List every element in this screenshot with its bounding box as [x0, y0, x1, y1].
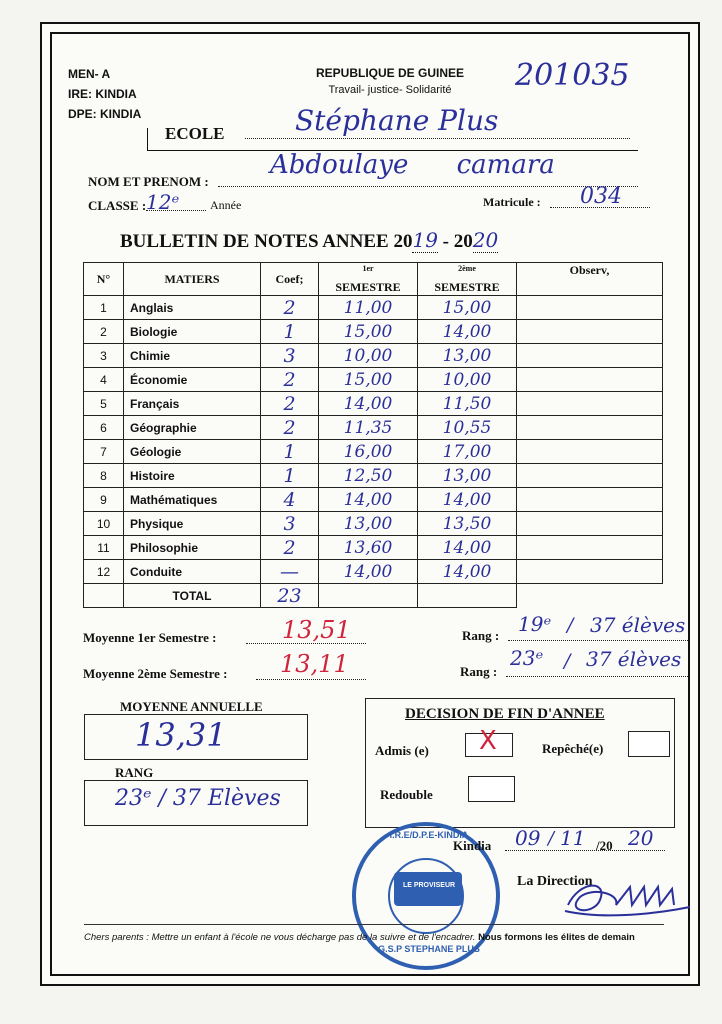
annee-label: Année — [210, 198, 242, 212]
s2-cell: 15,00 — [418, 296, 517, 320]
stamp-top-text: I.R.E/D.P.E-KINDIA — [389, 830, 469, 840]
date-year: 20 — [628, 826, 654, 850]
classe-value: 12ᵉ — [146, 190, 180, 214]
total-num-cell — [84, 584, 124, 608]
admis-label: Admis (e) — [375, 743, 429, 758]
s1-cell: 13,00 — [319, 512, 418, 536]
s1-cell: 11,00 — [319, 296, 418, 320]
col-s1-label: SEMESTRE — [335, 279, 401, 294]
total-s2-cell — [418, 584, 517, 608]
col-s1-sup: 1er — [362, 263, 374, 273]
coef-cell: 2 — [261, 296, 319, 320]
num-cell: 5 — [84, 392, 124, 416]
subject-cell: Géologie — [124, 440, 261, 464]
coef-cell: 1 — [261, 320, 319, 344]
subject-cell: Français — [124, 392, 261, 416]
subject-cell: Anglais — [124, 296, 261, 320]
obs-cell — [517, 296, 663, 320]
rang1-dotted-line — [508, 640, 688, 641]
s1-cell: 15,00 — [319, 368, 418, 392]
table-row — [84, 320, 663, 344]
ecole-label: ECOLE — [165, 124, 225, 143]
num-cell: 11 — [84, 536, 124, 560]
obs-cell — [517, 344, 663, 368]
coef-cell: 1 — [261, 464, 319, 488]
rang2-dotted-line — [506, 676, 688, 677]
grades-body — [84, 296, 663, 584]
rang2-label: Rang : — [460, 664, 498, 679]
stamp-bottom-text: G.S.P STEPHANE PLUS — [378, 944, 480, 954]
s1-cell: 15,00 — [319, 320, 418, 344]
subject-cell: Conduite — [124, 560, 261, 584]
rang2-sep: / — [564, 650, 571, 672]
total-coef: 23 — [261, 584, 319, 608]
s2-cell: 13,50 — [418, 512, 517, 536]
col-matiers: MATIERS — [124, 263, 261, 296]
s2-cell: 11,50 — [418, 392, 517, 416]
annuelle-value: 13,31 — [135, 716, 227, 754]
matricule-value: 034 — [580, 184, 622, 209]
num-cell: 10 — [84, 512, 124, 536]
rang1-sep: / — [567, 614, 574, 636]
title-year1: 19 — [412, 228, 438, 252]
ecole-value: Stéphane Plus — [295, 104, 499, 137]
s2-cell: 14,00 — [418, 536, 517, 560]
classe-label: CLASSE : — [88, 198, 147, 213]
repeche-label: Repêché(e) — [542, 741, 604, 756]
s1-cell: 13,60 — [319, 536, 418, 560]
bulletin-title — [120, 228, 620, 253]
coef-cell: 2 — [261, 392, 319, 416]
stamp-center-band — [394, 872, 462, 906]
s1-cell: 14,00 — [319, 488, 418, 512]
footer-left: Chers parents : Mettre un enfant à l'école ne vous décharge pas de la suivre et de l'encadrer. — [84, 932, 476, 943]
col-s2 — [418, 263, 517, 296]
num-cell: 7 — [84, 440, 124, 464]
men-label: MEN- A — [68, 67, 111, 81]
col-s2-label: SEMESTRE — [434, 279, 500, 294]
s2-cell: 14,00 — [418, 560, 517, 584]
num-cell: 3 — [84, 344, 124, 368]
subject-cell: Physique — [124, 512, 261, 536]
obs-cell — [517, 464, 663, 488]
num-cell: 1 — [84, 296, 124, 320]
date-year-prefix: /20 — [596, 838, 613, 853]
coef-cell: 2 — [261, 536, 319, 560]
s2-cell: 13,00 — [418, 464, 517, 488]
subject-cell: Géographie — [124, 416, 261, 440]
obs-cell — [517, 536, 663, 560]
num-cell: 4 — [84, 368, 124, 392]
table-row — [84, 488, 663, 512]
s2-cell: 10,55 — [418, 416, 517, 440]
coef-cell: 3 — [261, 512, 319, 536]
rang1-value: 19ᵉ — [518, 612, 552, 636]
total-s1-cell — [319, 584, 418, 608]
moy2-label: Moyenne 2ème Semestre : — [83, 666, 228, 681]
s2-cell: 13,00 — [418, 344, 517, 368]
obs-cell — [517, 368, 663, 392]
subject-cell: Biologie — [124, 320, 261, 344]
s2-cell: 14,00 — [418, 320, 517, 344]
s2-cell: 17,00 — [418, 440, 517, 464]
obs-cell — [517, 488, 663, 512]
table-header-row — [84, 263, 663, 296]
footer-rule — [84, 924, 664, 925]
s1-cell: 14,00 — [319, 392, 418, 416]
table-row — [84, 344, 663, 368]
nom-label: NOM ET PRENOM : — [88, 174, 209, 189]
obs-cell — [517, 320, 663, 344]
rang-annuel-value: 23ᵉ / 37 Elèves — [115, 786, 281, 811]
table-row — [84, 296, 663, 320]
moy1-label: Moyenne 1er Semestre : — [83, 630, 217, 645]
footer-right: Nous formons les élites de demain — [478, 932, 635, 943]
col-num: N° — [84, 263, 124, 296]
place-label: Kindia — [453, 838, 492, 853]
col-obs: Observ, — [517, 263, 663, 296]
rang1-label: Rang : — [462, 628, 500, 643]
obs-cell — [517, 440, 663, 464]
s1-cell: 10,00 — [319, 344, 418, 368]
stamp-center-text: LE PROVISEUR — [402, 882, 456, 889]
s1-cell: 11,35 — [319, 416, 418, 440]
table-row — [84, 512, 663, 536]
moy1-value: 13,51 — [282, 616, 351, 644]
date-month: 11 — [560, 826, 586, 850]
subject-cell: Histoire — [124, 464, 261, 488]
s1-cell: 12,50 — [319, 464, 418, 488]
col-coef: Coef; — [261, 263, 319, 296]
redouble-label: Redouble — [380, 787, 433, 802]
table-row — [84, 368, 663, 392]
s2-cell: 14,00 — [418, 488, 517, 512]
ire-label: IRE: KINDIA — [68, 87, 137, 101]
rang1-of: 37 élèves — [590, 613, 686, 637]
footer — [84, 932, 664, 943]
title-year2: 20 — [472, 228, 499, 252]
dpe-label: DPE: KINDIA — [68, 107, 142, 121]
republic-motto: Travail- justice- Solidarité — [328, 84, 452, 96]
direction-label: La Direction — [517, 874, 593, 889]
table-row — [84, 560, 663, 584]
col-s1 — [319, 263, 418, 296]
rang-annuel-label: RANG — [115, 765, 154, 780]
num-cell: 8 — [84, 464, 124, 488]
admin-header — [68, 64, 141, 124]
obs-cell — [517, 560, 663, 584]
obs-cell — [517, 512, 663, 536]
subject-cell: Chimie — [124, 344, 261, 368]
obs-cell — [517, 416, 663, 440]
col-s2-sup: 2ème — [458, 263, 476, 273]
table-row — [84, 416, 663, 440]
num-cell: 12 — [84, 560, 124, 584]
total-obs-cell — [517, 584, 663, 608]
date-year-prefix-value: 20 — [599, 838, 613, 853]
date-sep1: / — [548, 828, 555, 849]
subject-cell: Économie — [124, 368, 261, 392]
title-sep: - 20 — [437, 231, 473, 252]
table-row — [84, 440, 663, 464]
total-label: TOTAL — [124, 584, 261, 608]
table-row — [84, 464, 663, 488]
date-dotted-line — [505, 850, 665, 851]
date-day: 09 — [515, 826, 541, 850]
coef-cell: 4 — [261, 488, 319, 512]
admis-check-mark: X — [479, 726, 497, 756]
obs-cell — [517, 392, 663, 416]
table-row — [84, 392, 663, 416]
num-cell: 9 — [84, 488, 124, 512]
title-text: BULLETIN DE NOTES ANNEE 20 — [120, 231, 413, 252]
subject-cell: Philosophie — [124, 536, 261, 560]
annuelle-label: MOYENNE ANNUELLE — [120, 699, 263, 714]
nom-value: Abdoulaye camara — [270, 150, 555, 180]
republic-title: REPUBLIQUE DE GUINEE — [315, 66, 465, 80]
s2-cell: 10,00 — [418, 368, 517, 392]
rang2-value: 23ᵉ — [510, 646, 544, 670]
coef-cell: 2 — [261, 368, 319, 392]
nom-dotted-line — [218, 186, 638, 187]
coef-cell: — — [261, 560, 319, 584]
coef-cell: 1 — [261, 440, 319, 464]
redouble-checkbox[interactable] — [468, 776, 515, 802]
table-row — [84, 536, 663, 560]
moy2-dotted-line — [256, 679, 366, 680]
rang2-of: 37 élèves — [586, 647, 682, 671]
document-number: 201035 — [515, 58, 630, 93]
moy2-value: 13,11 — [280, 650, 349, 678]
repeche-checkbox[interactable] — [628, 731, 670, 757]
ecole-dotted-line — [245, 138, 630, 139]
s1-cell: 14,00 — [319, 560, 418, 584]
s1-cell: 16,00 — [319, 440, 418, 464]
director-signature — [560, 875, 695, 920]
coef-cell: 2 — [261, 416, 319, 440]
num-cell: 6 — [84, 416, 124, 440]
total-row — [84, 584, 663, 608]
decision-title: DECISION DE FIN D'ANNEE — [405, 706, 605, 722]
num-cell: 2 — [84, 320, 124, 344]
subject-cell: Mathématiques — [124, 488, 261, 512]
matricule-label: Matricule : — [483, 195, 541, 209]
coef-cell: 3 — [261, 344, 319, 368]
grades-table — [83, 262, 663, 608]
